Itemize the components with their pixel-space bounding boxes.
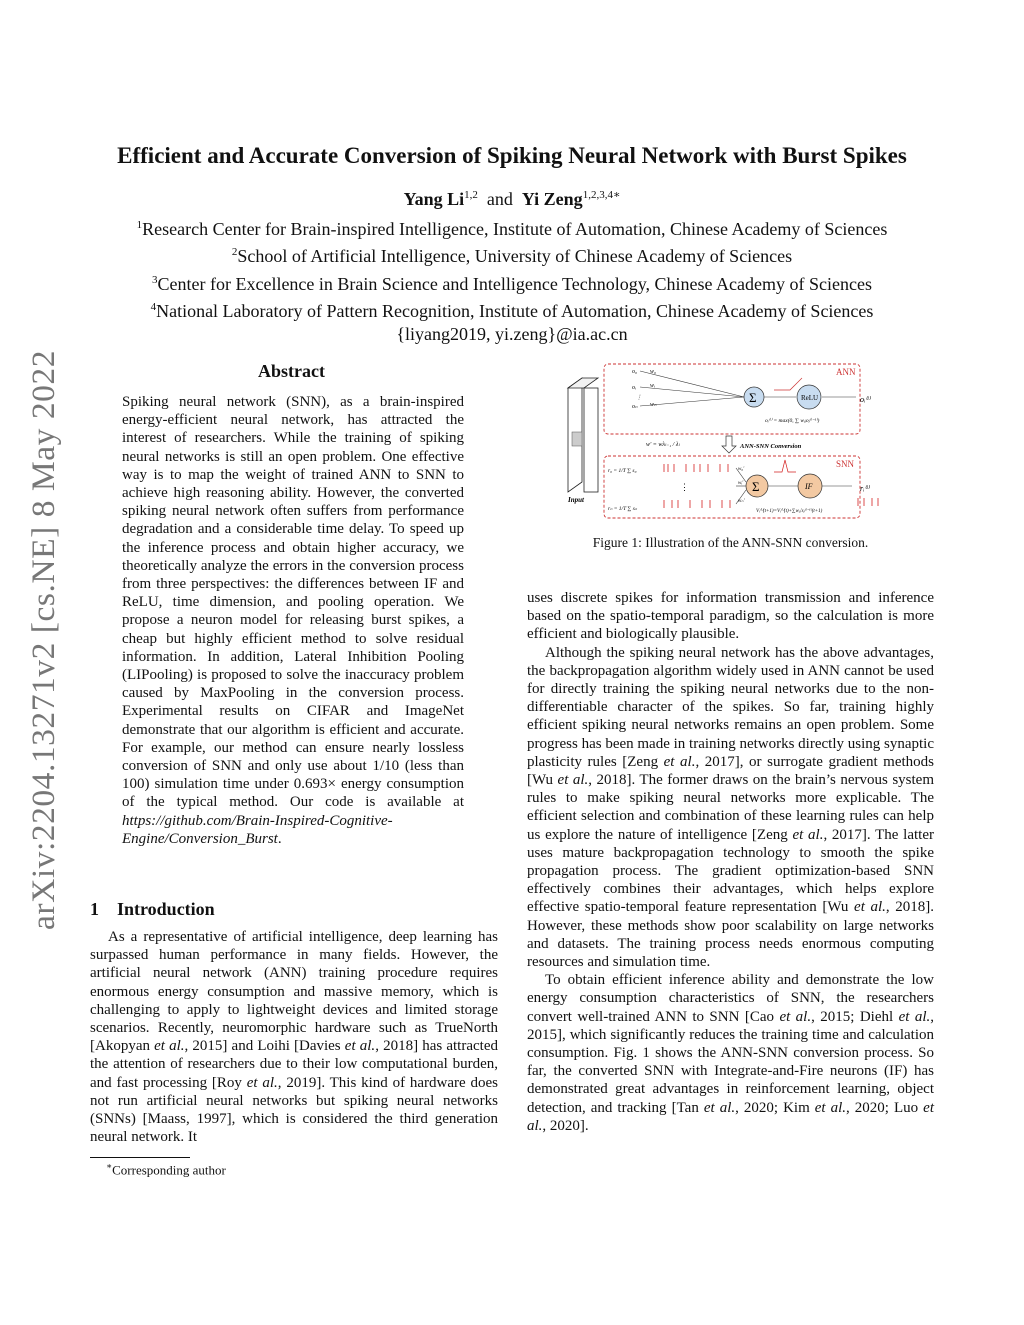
paragraph: To obtain efficient inference ability and demonstrate the low energy consumption characteristics of SNN, the researchers convert well-trained ANN to SNN [Cao et al., 2015; Diehl et al., 2015], which significantly reduces the training time and calculation consumption. Fig. 1 shows the ANN-SNN conversion process. So far, the converted SNN with Integrate-and-Fire neurons (IF) has demonstrated great advantages in reinforcement learning, object detection, and tracking [Tan et al., 2020; Kim et al., 2020; Luo et al., 2020]. [527, 972, 934, 1134]
output-spike-train [858, 498, 878, 506]
ann-output: oᵢ⁽ˡ⁾ [860, 395, 871, 404]
svg-text:wᵢ': wᵢ' [738, 481, 744, 486]
arxiv-identifier-stamp [16, 345, 66, 930]
weight-norm-equation: w' = wλₗ₋₁ / λₗ [646, 442, 680, 448]
ann-equation: oᵢ⁽ˡ⁾ = max(0, ∑ wᵢⱼoⱼ⁽ˡ⁻¹⁾) [765, 418, 820, 424]
footnote-rule [90, 1157, 190, 1158]
svg-text:o₀: o₀ [632, 369, 638, 375]
ann-sigma: Σ [749, 390, 757, 405]
input-label: Input [568, 496, 584, 504]
svg-text:wₙ': wₙ' [738, 499, 745, 504]
paragraph: uses discrete spikes for information transmission and inference based on the spatio-temporal paradigm, so the calculation is more efficient and biologically plausible. [527, 590, 934, 643]
conversion-label: ANN-SNN Conversion [740, 443, 802, 450]
author-emails: {liyang2019, yi.zeng}@ia.ac.cn [396, 324, 628, 345]
authors-joiner: and [486, 189, 513, 209]
footnote: ∗Corresponding author [106, 1161, 226, 1178]
svg-text:oᵢ: oᵢ [632, 385, 636, 391]
paragraph: As a representative of artificial intelligence, deep learning has surpassed human performance in many fields. However, the artificial neural network (ANN) training procedure requires enormous energy consumption and massive memory, which is challenging to apply to lightweight devices and limited storage scenarios. Recently, neuromorphic hardware such as TrueNorth [Akopyan et al., 2015] and Loihi [Davies et al., 2018] has attracted the attention of researchers due to their low computational burden, and fast processing [Roy et al., 2019]. This kind of hardware does not run artificial neural networks but spiking neural networks (SNNs) [Maass, 1997], which is considered the third generation neural network. It [90, 929, 498, 1146]
relu-label: ReLU [801, 394, 819, 402]
ann-label: ANN [836, 367, 856, 377]
svg-text:w₀': w₀' [738, 467, 745, 472]
svg-text:oₙ: oₙ [632, 404, 638, 410]
svg-text:⋮: ⋮ [636, 395, 642, 401]
introduction-right-column [527, 589, 934, 1135]
svg-text:r₀ = 1/T ∑ s₀: r₀ = 1/T ∑ s₀ [608, 468, 637, 474]
arxiv-stamp-text: arXiv:2204.13271v2 [cs.NE] 8 May 2022 [26, 359, 62, 930]
abstract-heading: Abstract [258, 361, 325, 381]
snn-label: SNN [836, 459, 855, 469]
svg-text:w₀: w₀ [650, 369, 657, 375]
svg-text:rₙ = 1/T ∑ sₙ: rₙ = 1/T ∑ sₙ [608, 506, 638, 512]
author-name: Yang Li [403, 189, 465, 209]
ann-inputs [632, 369, 657, 410]
snn-equation: Vᵢ⁽ˡ⁾(t+1)=Vᵢ⁽ˡ⁾(t)+∑wᵢⱼ'sⱼ⁽ˡ⁻¹⁾(t+1) [756, 509, 823, 514]
paper-title: Efficient and Accurate Conversion of Spiking Neural Network with Burst Spikes [117, 143, 907, 168]
input-tensor-graphic [568, 378, 598, 492]
figure-ann-snn-conversion [560, 360, 896, 520]
snn-rate-equations [608, 468, 638, 512]
snn-sigma: Σ [752, 479, 760, 494]
snn-output: rᵢ⁽ˡ⁾ [860, 484, 870, 493]
affiliation-line: $^1$Research Center for Brain-inspired Intelligence, Institute of Automation, Chinese Academy of Sciences [136, 219, 888, 239]
affiliations [60, 214, 964, 346]
abstract-body: Spiking neural network (SNN), as a brain-inspired energy-efficient neural network, has attracted the interest of researchers. While the training of spiking neural networks is still an open problem. One effective way is to map the weight of trained ANN to SNN to achieve high reasoning ability. However, the converted spiking neural network often suffers from performance degradation and a considerable time delay. To speed up the inference process and obtain higher accuracy, we theoretically analyze the errors in the conversion process from three perspectives: the differences between IF and ReLU, time dimension, and pooling operation. We propose a neuron model for releasing burst spikes, a cheap but highly efficient method to solve residual information. In addition, Lateral Inhibition Pooling (LIPooling) is proposed to solve the inaccuracy problem caused by MaxPooling in the conversion process. Experimental results on CIFAR and ImageNet demonstrate that our algorithm is efficient and accurate. For example, our method can ensure nearly lossless conversion of SNN and only use about 1/10 (less than 100) simulation time under 0.693× energy consumption of the typical method. Our code is available at https://github.com/Brain-Inspired-Cognitive-Engine/Conversion_Burst. [122, 394, 464, 847]
affiliation-line: $^2$School of Artificial Intelligence, University of Chinese Academy of Sciences [231, 246, 793, 267]
svg-text:wᵢ: wᵢ [650, 383, 655, 389]
author-affil-sup: 1,2,3,4∗ [582, 189, 621, 201]
input-spike-trains [664, 464, 730, 508]
figure-caption: Figure 1: Illustration of the ANN-SNN conversion. [592, 535, 869, 550]
if-label: IF [805, 482, 813, 491]
author-name: Yi Zeng [521, 189, 583, 209]
conversion-arrow-icon [722, 436, 736, 453]
section-heading-introduction: 1 Introduction [90, 899, 215, 919]
introduction-left-column [90, 928, 498, 1146]
relu-curve-icon [774, 378, 802, 390]
paragraph: Although the spiking neural network has the above advantages, the backpropagation algorithm widely used in ANN cannot be used for directly training the spiking neural networks due to the non-differentiable character of the spikes. So far, training highly efficient spiking neural networks remains an open problem. Some progress has been made in training networks directly using synaptic plasticity rules [Zeng et al., 2017], or surrogate gradient methods [Wu et al., 2018]. The former draws on the brain’s nervous system rules to make spiking neural networks more explicable. The efficient selection and combination of these learning rules can help us explore the nature of intelligence [Zeng et al., 2017]. The latter uses mature backpropagation technology to smooth the spike propagation process. The gradient optimization-based SNN effectively combines their advantages, which helps explore effective spatio-temporal feature representation [Wu et al., 2018]. However, these methods show poor scalability on large networks and datasets. The training process needs enormous computing resources and simulation time. [527, 644, 935, 971]
affiliation-line: $^3$Center for Excellence in Brain Science and Intelligence Technology, Chinese Academy of Sciences [152, 273, 872, 294]
code-url-link[interactable]: https://github.com/Brain-Inspired-Cognitive-Engine/Conversion_Burst [122, 812, 393, 847]
author-list [60, 188, 964, 210]
ann-panel [604, 364, 860, 434]
svg-text:wₙ: wₙ [650, 402, 657, 408]
affiliation-line: $^4$National Laboratory of Pattern Recognition, Institute of Automation, Chinese Academy of Sciences [150, 300, 874, 321]
author-affil-sup: 1,2 [464, 189, 478, 201]
snn-ellipsis: ⋮ [680, 482, 689, 492]
membrane-potential-trace-icon [774, 460, 796, 472]
